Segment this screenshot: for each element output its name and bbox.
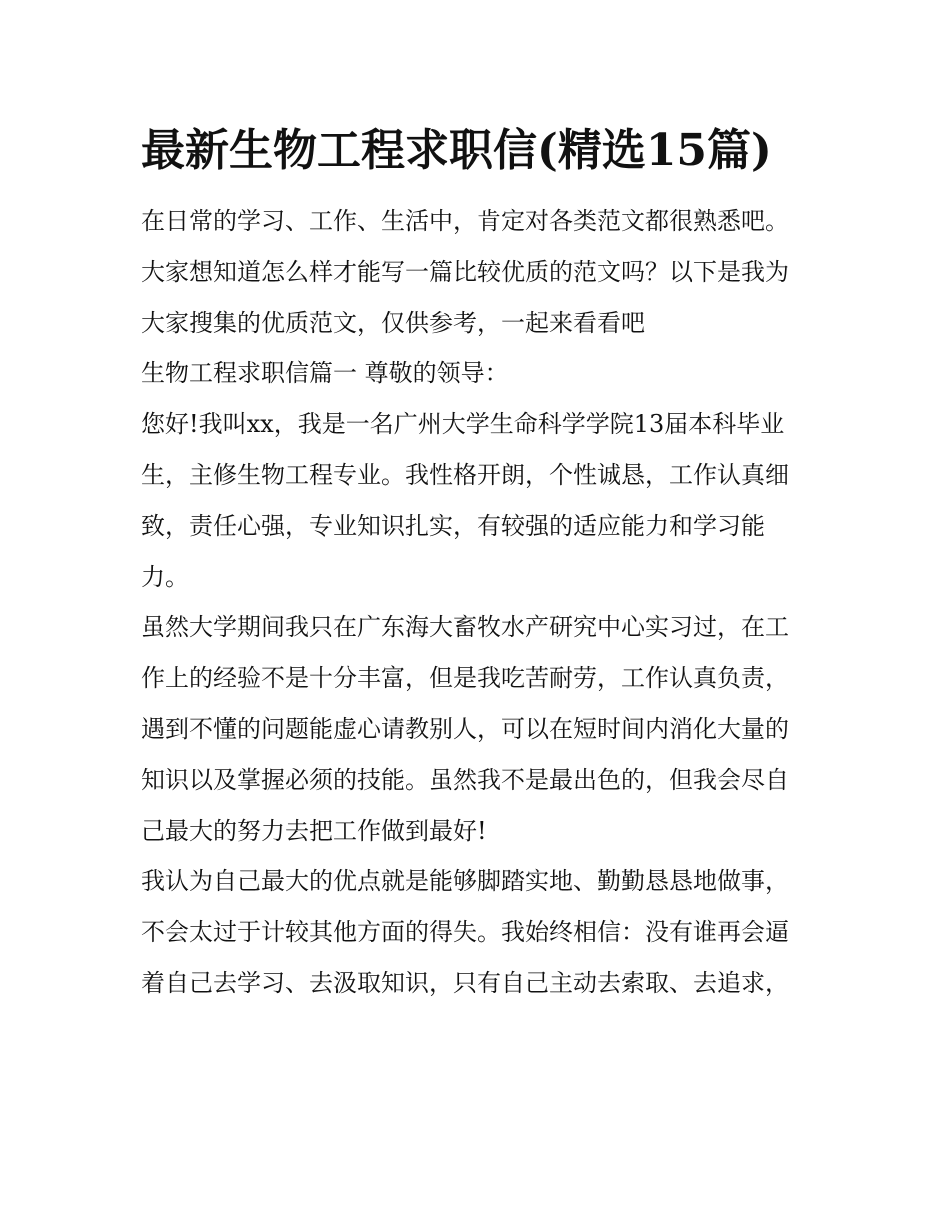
paragraph-salutation: 生物工程求职信篇一 尊敬的领导： xyxy=(141,359,509,388)
document-page xyxy=(141,112,811,1009)
document-title: 最新生物工程求职信(精选15篇) xyxy=(141,125,772,176)
paragraph-intro: 在日常的学习、工作、生活中，肯定对各类范文都很熟悉吧。大家想知道怎么样才能写一篇比较优质的范文吗？以下是我为大家搜集的优质范文，仅供参考，一起来看看吧 xyxy=(141,207,789,337)
paragraph-experience: 虽然大学期间我只在广东海大畜牧水产研究中心实习过，在工作上的经验不是十分丰富，但是我吃苦耐劳，工作认真负责，遇到不懂的问题能虚心请教别人，可以在短时间内消化大量的知识以及掌握必须的技能。虽然我不是最出色的，但我会尽自己最大的努力去把工作做到最好! xyxy=(141,613,789,845)
paragraph-self-intro: 您好!我叫xx，我是一名广州大学生命科学学院13届本科毕业生，主修生物工程专业。我性格开朗，个性诚恳，工作认真细致，责任心强，专业知识扎实，有较强的适应能力和学习能力。 xyxy=(141,410,789,591)
paragraph-strengths: 我认为自己最大的优点就是能够脚踏实地、勤勤恳恳地做事，不会太过于计较其他方面的得失。我始终相信：没有谁再会逼着自己去学习、去汲取知识，只有自己主动去索取、去追求， xyxy=(141,867,789,997)
